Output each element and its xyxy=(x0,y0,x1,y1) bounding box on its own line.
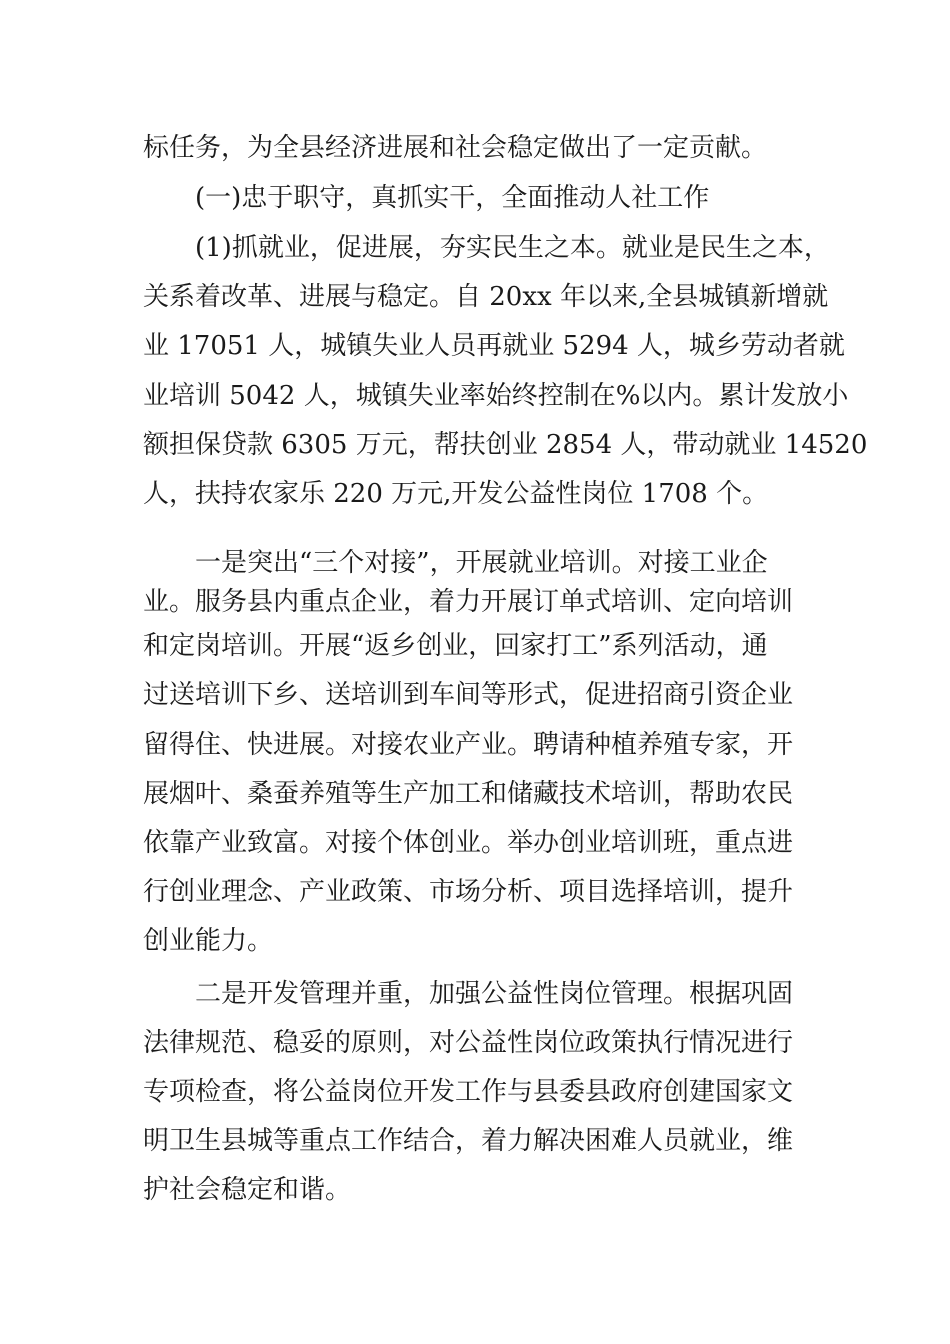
text-line: 展烟叶、桑蚕养殖等生产加工和储藏技术培训，帮助农民 xyxy=(143,779,794,809)
text-line: 和定岗培训。开展“返乡创业，回家打工”系列活动，通 xyxy=(143,631,768,661)
text-line: 二是开发管理并重，加强公益性岗位管理。根据巩固 xyxy=(143,979,794,1009)
text-line: 护社会稳定和谐。 xyxy=(143,1175,352,1205)
text-line: 人，扶持农家乐 220 万元,开发公益性岗位 1708 个。 xyxy=(143,479,769,509)
text-line: 专项检查，将公益岗位开发工作与县委县政府创建国家文 xyxy=(143,1077,794,1107)
text-line: 业 17051 人，城镇失业人员再就业 5294 人，城乡劳动者就 xyxy=(143,331,845,361)
text-line: 额担保贷款 6305 万元，帮扶创业 2854 人，带动就业 14520 xyxy=(143,430,868,460)
text-line: 一是突出“三个对接”，开展就业培训。对接工业企 xyxy=(143,548,768,578)
text-line: 留得住、快进展。对接农业产业。聘请种植养殖专家，开 xyxy=(143,730,794,760)
text-line: 行创业理念、产业政策、市场分析、项目选择培训，提升 xyxy=(143,877,794,907)
text-line: 关系着改革、进展与稳定。自 20xx 年以来,全县城镇新增就 xyxy=(143,282,829,312)
text-line: 创业能力。 xyxy=(143,926,274,956)
text-line: 法律规范、稳妥的原则，对公益性岗位政策执行情况进行 xyxy=(143,1028,794,1058)
text-line: 过送培训下乡、送培训到车间等形式，促进招商引资企业 xyxy=(143,680,794,710)
text-line: 依靠产业致富。对接个体创业。举办创业培训班，重点进 xyxy=(143,828,794,858)
text-line: 明卫生县城等重点工作结合，着力解决困难人员就业，维 xyxy=(143,1126,794,1156)
text-line: 标任务，为全县经济进展和社会稳定做出了一定贡献。 xyxy=(143,133,768,163)
text-line: (1)抓就业，促进展，夯实民生之本。就业是民生之本， xyxy=(143,233,830,263)
section-heading: (一)忠于职守，真抓实干，全面推动人社工作 xyxy=(143,183,710,213)
text-line: 业。服务县内重点企业，着力开展订单式培训、定向培训 xyxy=(143,587,794,617)
text-line: 业培训 5042 人，城镇失业率始终控制在%以内。累计发放小 xyxy=(143,381,849,411)
